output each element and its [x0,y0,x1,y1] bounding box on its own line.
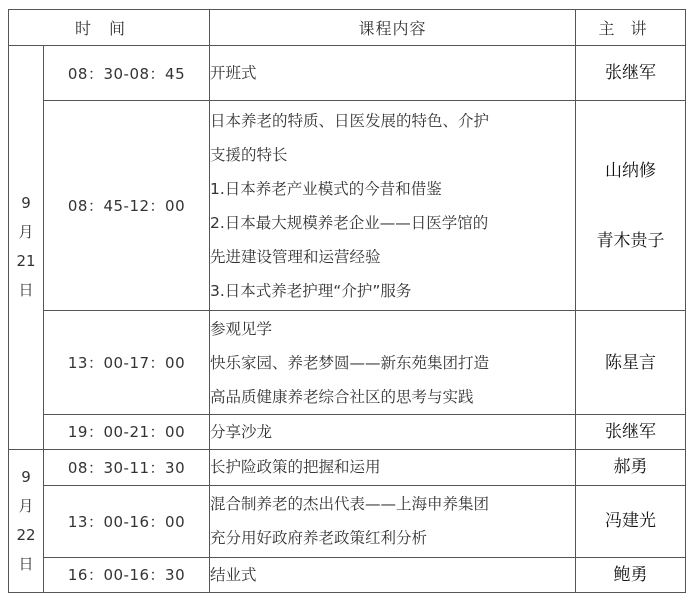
session-lecturer: 张继军 [576,414,686,449]
day-label-sep21: 9 月 21 日 [9,46,44,450]
table-row [9,557,686,592]
day-label-sep22: 9 月 22 日 [9,449,44,592]
session-content: 混合制养老的杰出代表——上海申养集团 充分用好政府养老政策红利分析 [210,485,576,557]
session-lecturer: 陈星言 [576,311,686,414]
table-row [9,101,686,311]
table-row [9,414,686,449]
header-time: 时间 [9,10,210,46]
table-row [9,311,686,414]
course-schedule-table [8,9,686,593]
session-lecturer: 张继军 [576,46,686,101]
session-content: 参观见学 快乐家园、养老梦圆——新东苑集团打造 高品质健康养老综合社区的思考与实践 [210,311,576,414]
table-row [9,449,686,485]
session-time: 13：00-16：00 [44,485,210,557]
header-content: 课程内容 [210,10,576,46]
table-row [9,485,686,557]
session-lecturer: 山纳修 青木贵子 [576,101,686,311]
header-row [9,10,686,46]
session-content: 结业式 [210,557,576,592]
session-lecturer: 郝勇 [576,449,686,485]
session-content: 开班式 [210,46,576,101]
session-lecturer: 冯建光 [576,485,686,557]
session-content: 长护险政策的把握和运用 [210,449,576,485]
table-row [9,46,686,101]
session-lecturer: 鲍勇 [576,557,686,592]
session-time: 16：00-16：30 [44,557,210,592]
session-content: 分享沙龙 [210,414,576,449]
session-time: 19：00-21：00 [44,414,210,449]
session-content: 日本养老的特质、日医发展的特色、介护 支援的特长 1.日本养老产业模式的今昔和借鉴 2.日本最大规模养老企业——日医学馆的 先进建设管理和运营经验 3.日本式养老护理“介护”服务 [210,101,576,311]
session-time: 08：45-12：00 [44,101,210,311]
header-lecturer: 主讲 [576,10,686,46]
session-time: 08：30-11：30 [44,449,210,485]
session-time: 08：30-08：45 [44,46,210,101]
session-time: 13：00-17：00 [44,311,210,414]
